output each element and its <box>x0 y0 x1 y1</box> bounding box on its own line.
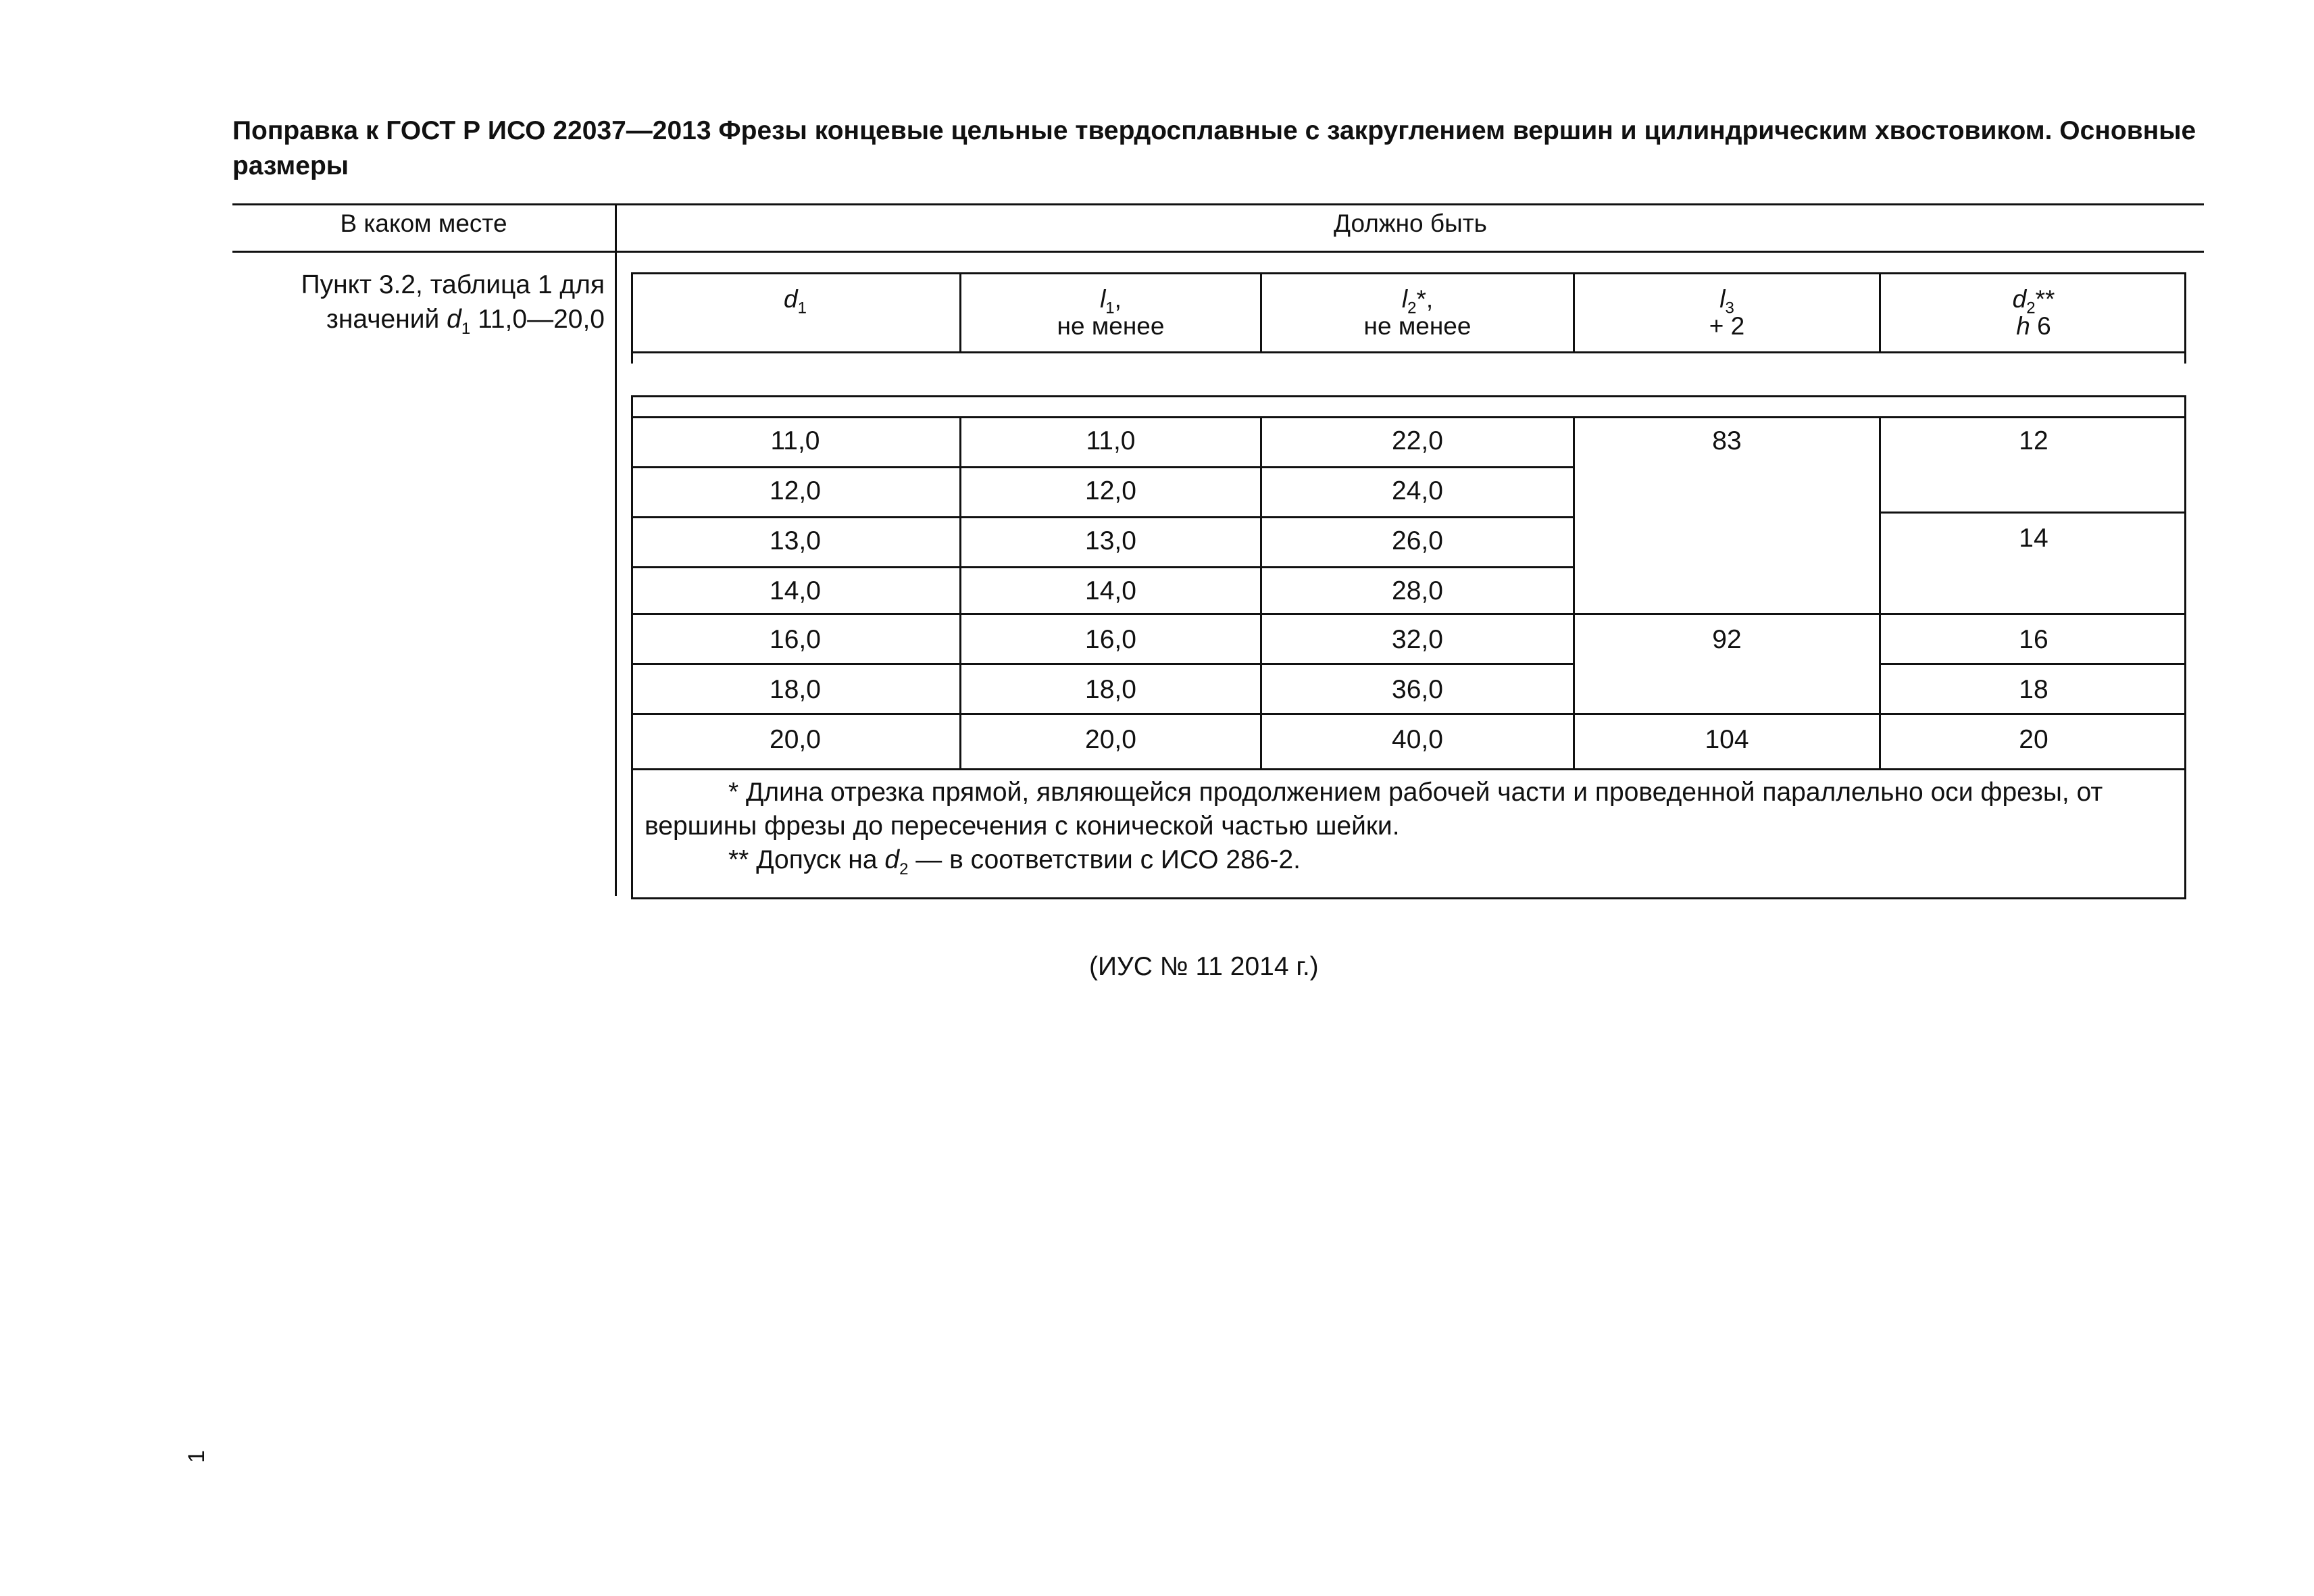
column-header-should-be: Должно быть <box>1334 209 1487 237</box>
cell-l3: 92 <box>1712 625 1742 654</box>
header-d2: $d_2**$ h 6 <box>2012 285 2055 340</box>
cell-d2: 16 <box>2019 625 2048 654</box>
cell-l2: 26,0 <box>1392 526 1443 555</box>
outer-table-header-rule <box>232 251 2204 253</box>
cell-d1: 20,0 <box>770 725 821 754</box>
outer-column-divider <box>615 203 617 896</box>
cell-l3: 83 <box>1712 426 1742 455</box>
cell-d2: 14 <box>2019 524 2048 553</box>
cell-d1: 16,0 <box>770 625 821 654</box>
amendment-title: Поправка к ГОСТ Р ИСО 22037—2013 Фрезы концевые цельные твердосплавные с закруглением вершин и цилиндрическим хвостовиком. Основные размеры <box>232 116 2196 180</box>
cell-l2: 32,0 <box>1392 625 1443 654</box>
header-l3: $l_3$ + 2 <box>1709 285 1745 340</box>
cell-l1: 12,0 <box>1085 476 1136 505</box>
replacement-table <box>631 272 2186 899</box>
cell-d1: 13,0 <box>770 526 821 555</box>
amendment-location <box>236 268 605 336</box>
page-number: 1 <box>184 1450 209 1463</box>
cell-d1: 14,0 <box>770 576 821 605</box>
notes-rule <box>631 768 2186 770</box>
cell-l1: 16,0 <box>1085 625 1136 654</box>
cell-l1: 11,0 <box>1086 426 1136 455</box>
footnote-1-line-2: вершины фрезы до пересечения с конической частью шейки. <box>645 812 1400 841</box>
cell-l2: 36,0 <box>1392 675 1443 704</box>
header-d1: $d_1$ <box>784 285 807 318</box>
ius-reference: (ИУС № 11 2014 г.) <box>1089 952 1319 981</box>
cell-d2: 18 <box>2019 675 2048 704</box>
header-l1: $l_1$, не менее <box>1057 285 1165 340</box>
outer-table-top-rule <box>232 203 2204 205</box>
cell-d1: 12,0 <box>770 476 821 505</box>
location-line-1: Пункт 3.2, таблица 1 для <box>301 270 605 299</box>
column-header-where: В каком месте <box>340 209 507 237</box>
cell-l1: 18,0 <box>1085 675 1136 704</box>
cell-l2: 40,0 <box>1392 725 1443 754</box>
cell-d1: 18,0 <box>770 675 821 704</box>
cell-l2: 24,0 <box>1392 476 1443 505</box>
cell-l2: 22,0 <box>1392 426 1443 455</box>
cell-l1: 13,0 <box>1085 526 1136 555</box>
inner-gap-rule <box>631 395 2186 397</box>
header-l2: $l_2*$, не менее <box>1363 285 1472 340</box>
table-footnotes <box>645 776 2175 877</box>
inner-bottom-rule <box>631 897 2186 899</box>
cell-d2: 20 <box>2019 725 2048 754</box>
footnote-2: ** Допуск на $d_2$ — в соответствии с ИСО 286-2. <box>728 845 1301 878</box>
cell-d2: 12 <box>2019 426 2048 455</box>
location-line-2: значений $d_1$ 11,0—20,0 <box>326 305 605 338</box>
cell-l1: 20,0 <box>1085 725 1136 754</box>
cell-d1: 11,0 <box>770 426 820 455</box>
footnote-1-line-1: * Длина отрезка прямой, являющейся продолжением рабочей части и проведенной параллельно оси фрезы, от <box>728 778 2103 807</box>
cell-l1: 14,0 <box>1085 576 1136 605</box>
cell-l2: 28,0 <box>1392 576 1443 605</box>
cell-l3: 104 <box>1705 725 1749 754</box>
